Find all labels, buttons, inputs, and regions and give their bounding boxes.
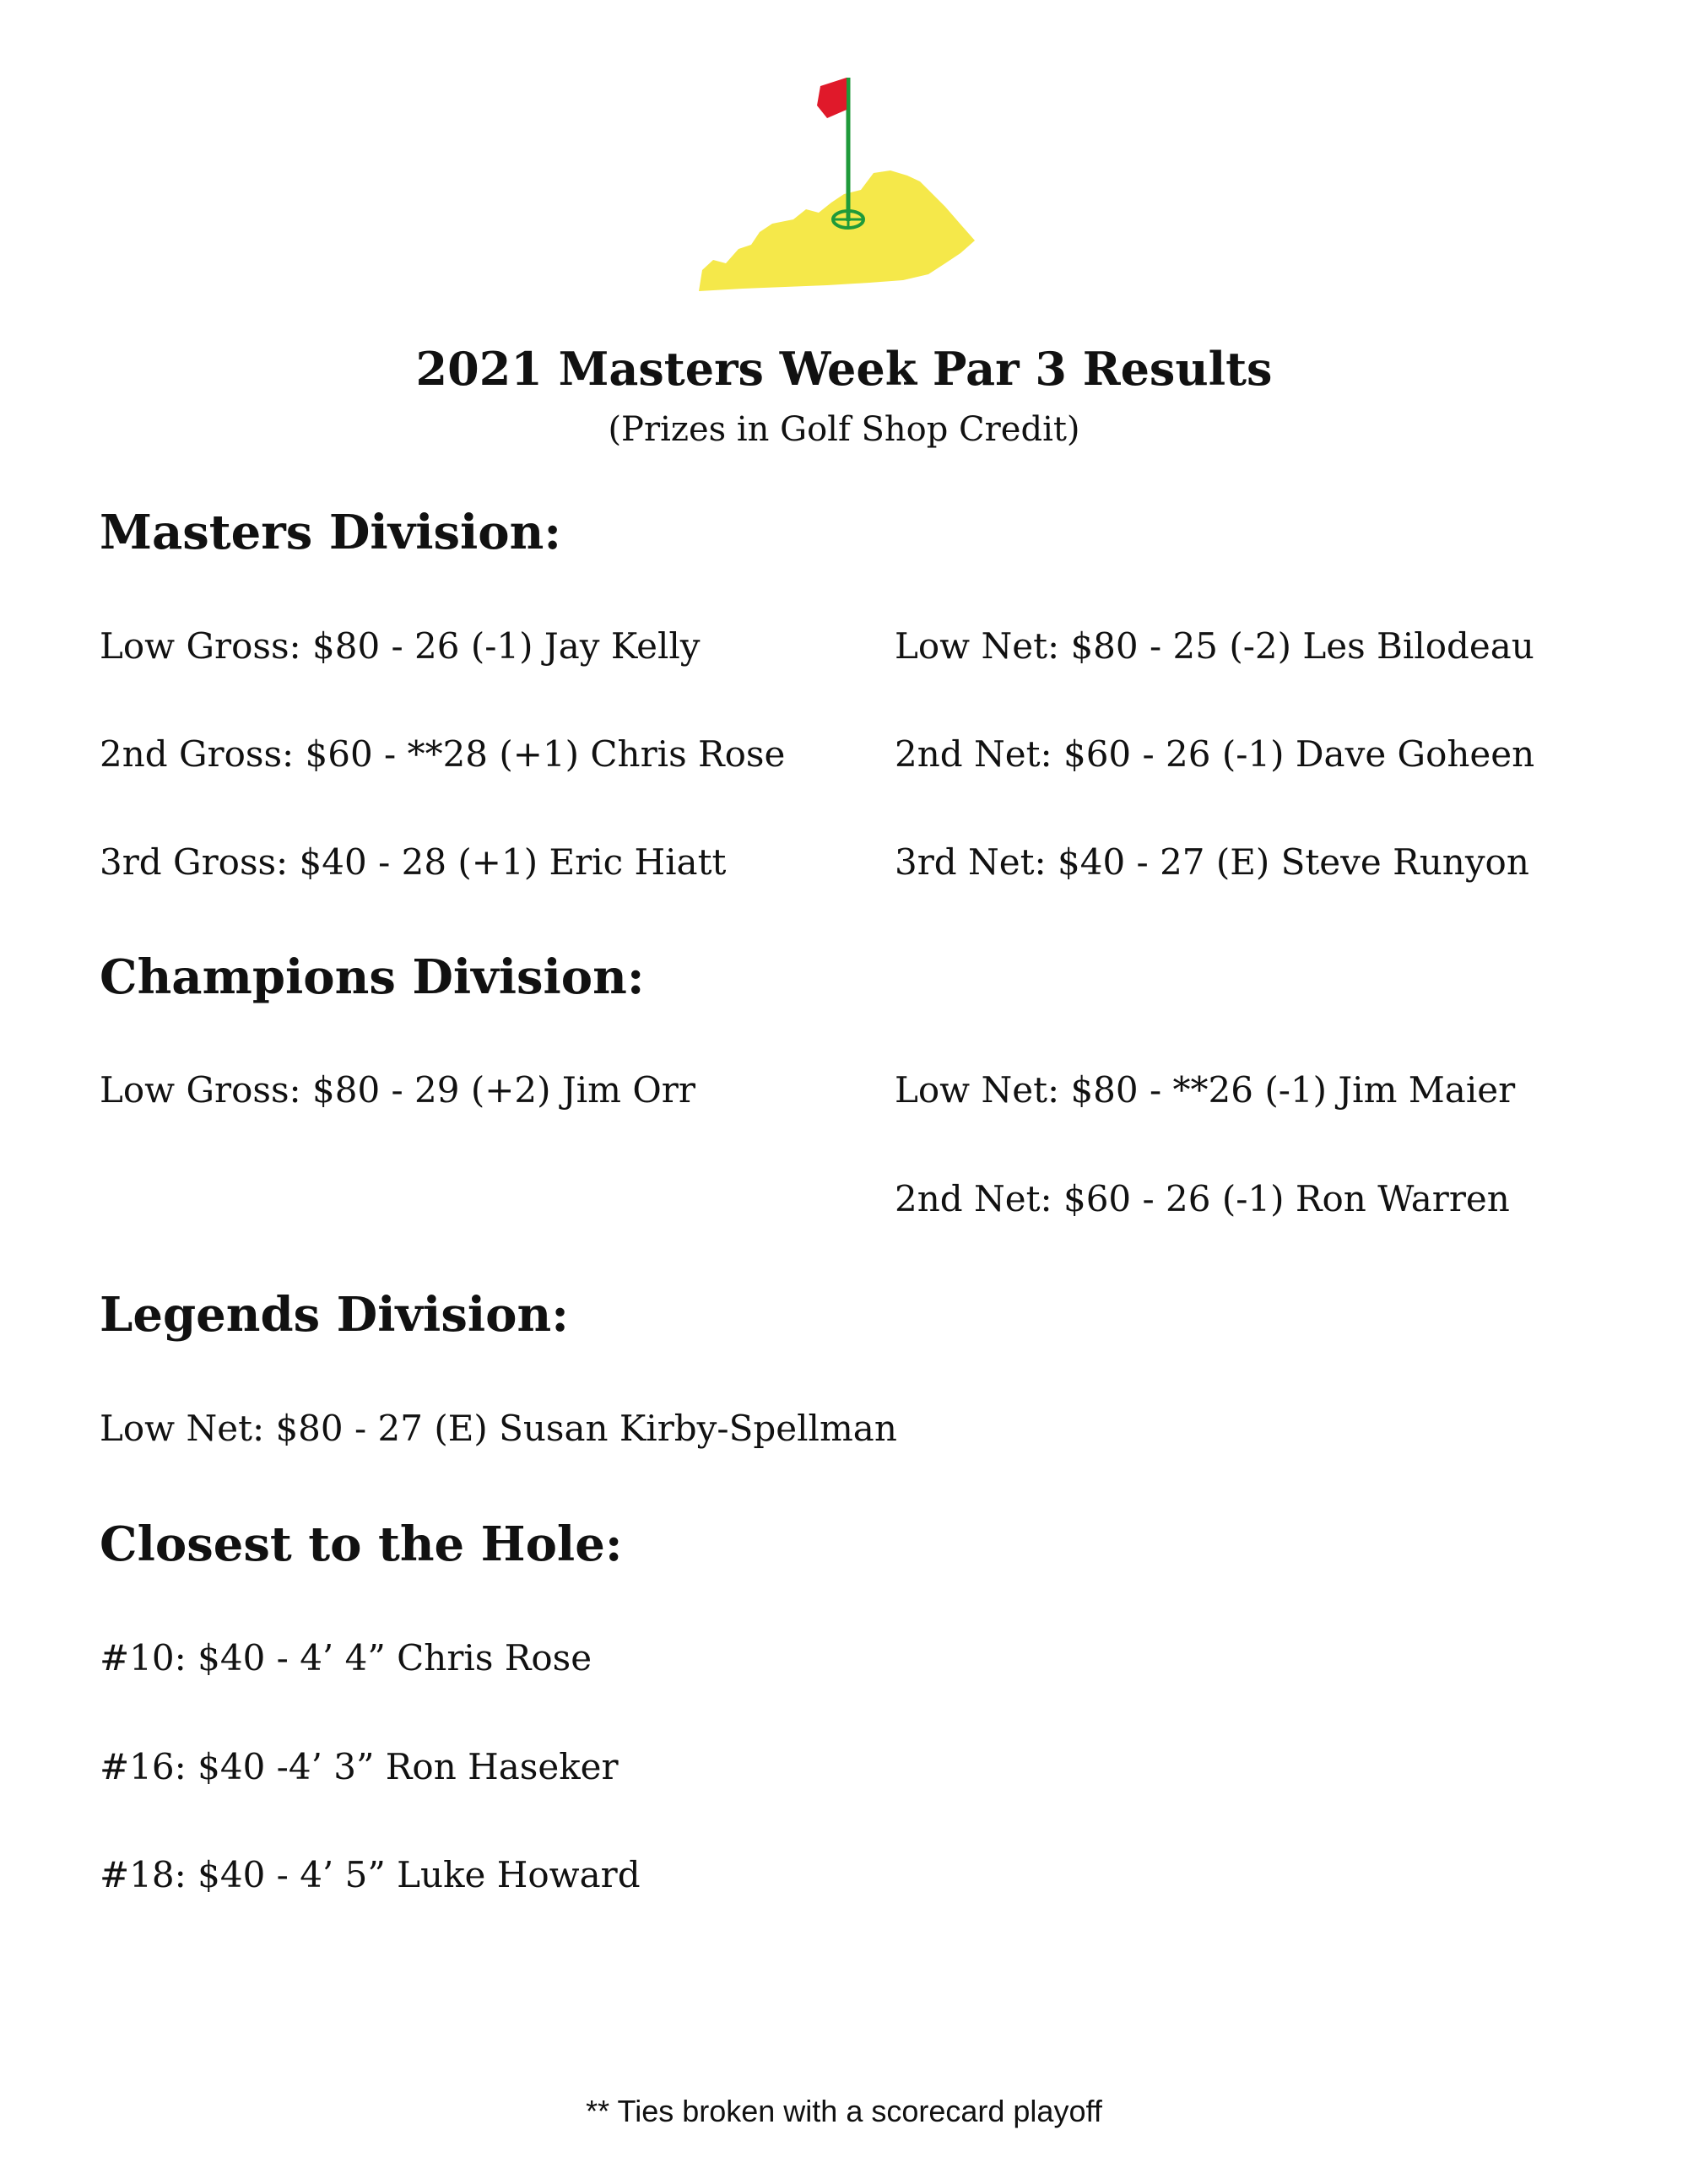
- masters-3rd-net: 3rd Net: $40 - 27 (E) Steve Runyon: [895, 841, 1529, 883]
- page-subtitle: (Prizes in Golf Shop Credit): [608, 410, 1080, 449]
- closest-to-hole-heading: Closest to the Hole:: [100, 1516, 623, 1572]
- champions-low-gross: Low Gross: $80 - 29 (+2) Jim Orr: [100, 1069, 695, 1111]
- masters-2nd-gross: 2nd Gross: $60 - **28 (+1) Chris Rose: [100, 733, 786, 775]
- kentucky-flag-logo-icon: [692, 68, 987, 304]
- page-title: 2021 Masters Week Par 3 Results: [415, 342, 1273, 396]
- masters-division-heading: Masters Division:: [100, 505, 562, 560]
- legends-division-heading: Legends Division:: [100, 1287, 569, 1343]
- masters-2nd-net: 2nd Net: $60 - 26 (-1) Dave Goheen: [895, 733, 1535, 775]
- masters-low-net: Low Net: $80 - 25 (-2) Les Bilodeau: [895, 625, 1534, 667]
- closest-hole-10: #10: $40 - 4’ 4” Chris Rose: [100, 1637, 592, 1679]
- kentucky-state-shape: [699, 170, 975, 291]
- masters-3rd-gross: 3rd Gross: $40 - 28 (+1) Eric Hiatt: [100, 841, 727, 883]
- champions-low-net: Low Net: $80 - **26 (-1) Jim Maier: [895, 1069, 1516, 1111]
- champions-2nd-net: 2nd Net: $60 - 26 (-1) Ron Warren: [895, 1178, 1510, 1219]
- footnote: ** Ties broken with a scorecard playoff: [586, 2094, 1102, 2128]
- flag-icon: [817, 78, 847, 118]
- champions-division-heading: Champions Division:: [100, 949, 645, 1005]
- closest-hole-18: #18: $40 - 4’ 5” Luke Howard: [100, 1854, 641, 1895]
- closest-hole-16: #16: $40 -4’ 3” Ron Haseker: [100, 1746, 619, 1787]
- masters-low-gross: Low Gross: $80 - 26 (-1) Jay Kelly: [100, 625, 701, 667]
- legends-low-net: Low Net: $80 - 27 (E) Susan Kirby-Spellman: [100, 1408, 897, 1449]
